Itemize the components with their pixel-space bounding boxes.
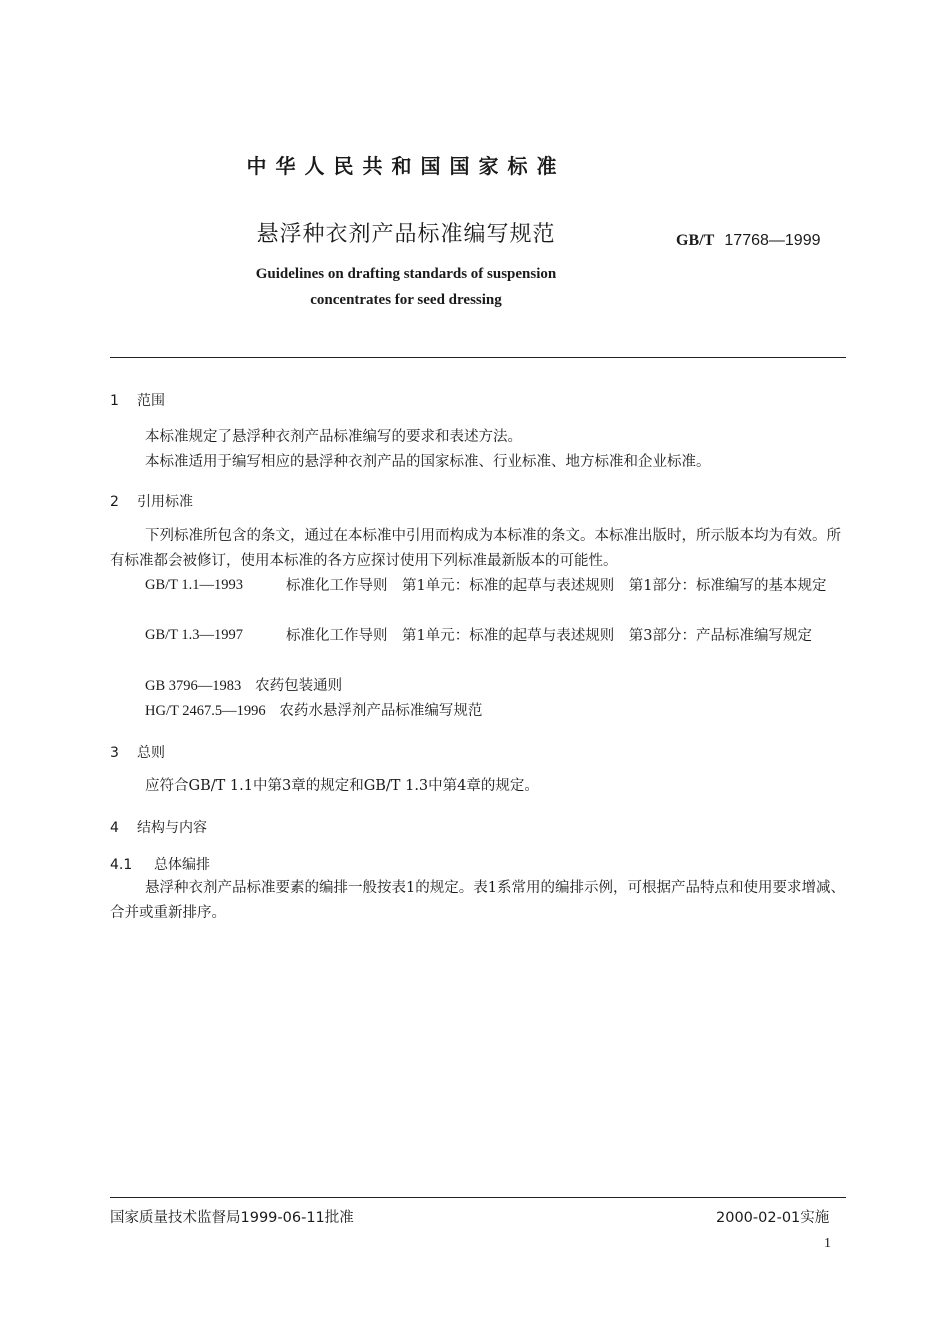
section-3-heading — [110, 742, 165, 762]
section-1-paragraph-1: 本标准规定了悬浮种衣剂产品标准编写的要求和表述方法。 — [145, 429, 522, 445]
footer-divider — [110, 1197, 846, 1198]
section-4-paragraph-1: 悬浮种衣剂产品标准要素的编排一般按表1的规定。表1系常用的编排示例，可根据产品特点和使用要求增减、合并或重新排序。 — [110, 880, 845, 921]
reference-item — [0, 574, 950, 626]
section-1-number: 1 — [110, 393, 119, 409]
section-2-heading — [110, 491, 193, 511]
section-1-paragraph-2: 本标准适用于编写相应的悬浮种衣剂产品的国家标准、行业标准、地方标准和企业标准。 — [145, 454, 711, 470]
section-2-paragraph-1: 下列标准所包含的条文，通过在本标准中引用而构成为本标准的条文。本标准出版时，所示版本均为有效。所有标准都会被修订，使用本标准的各方应探讨使用下列标准最新版本的可能性。 — [110, 528, 841, 569]
reference-code: HG/T 2467.5—1996 — [145, 703, 266, 719]
section-3-number: 3 — [110, 745, 119, 761]
reference-title: 标准化工作导则 第1单元：标准的起草与表述规则 第3部分：产品标准编写规定 — [286, 628, 812, 644]
section-3-title: 总则 — [137, 745, 165, 761]
reference-title: 标准化工作导则 第1单元：标准的起草与表述规则 第1部分：标准编写的基本规定 — [286, 578, 827, 594]
subsection-4-1-title: 总体编排 — [154, 857, 210, 873]
section-1-title: 范围 — [137, 393, 165, 409]
reference-item — [0, 624, 950, 676]
document-title-en-line2: concentrates for seed dressing — [310, 292, 502, 308]
page-number: 1 — [824, 1236, 831, 1251]
header-divider — [110, 357, 846, 358]
document-title-en-line1: Guidelines on drafting standards of suspension — [255, 266, 557, 282]
standard-number — [676, 230, 821, 250]
document-title-cn: 悬浮种衣剂产品标准编写规范 — [256, 222, 556, 247]
national-standard-heading: 中华人民共和国国家标准 — [246, 154, 566, 178]
reference-code: GB/T 1.1—1993 — [145, 577, 244, 593]
reference-title: 农药包装通则 — [255, 678, 343, 694]
reference-item — [145, 674, 342, 699]
section-3-paragraph-1: 应符合GB/T 1.1中第3章的规定和GB/T 1.3中第4章的规定。 — [145, 778, 539, 794]
reference-title: 农药水悬浮剂产品标准编写规范 — [279, 703, 483, 719]
section-4-number: 4 — [110, 820, 119, 836]
section-4-heading — [110, 817, 207, 837]
subsection-4-1-heading — [110, 854, 210, 874]
reference-code: GB/T 1.3—1997 — [145, 627, 244, 643]
reference-code: GB 3796—1983 — [145, 678, 242, 694]
effective-date: 2000-02-01实施 — [716, 1210, 830, 1226]
subsection-4-1-number: 4.1 — [110, 857, 133, 873]
issue-date: 国家质量技术监督局1999-06-11批准 — [110, 1210, 354, 1226]
standard-prefix: GB/T — [676, 232, 715, 249]
section-2-number: 2 — [110, 494, 119, 510]
reference-item — [145, 699, 482, 724]
standard-code: 17768—1999 — [724, 232, 821, 249]
section-1-heading — [110, 390, 165, 410]
section-4-title: 结构与内容 — [137, 820, 207, 836]
section-2-title: 引用标准 — [137, 494, 193, 510]
